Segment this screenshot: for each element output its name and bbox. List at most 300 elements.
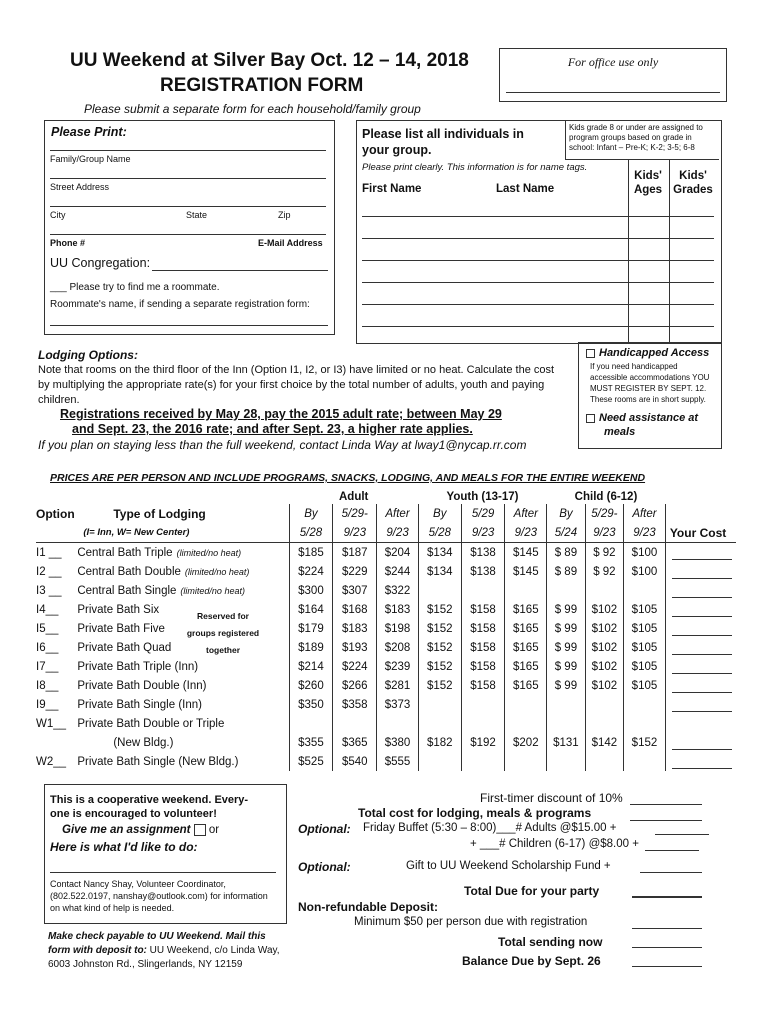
or-label: or xyxy=(208,824,220,837)
adult-group-header: Adult xyxy=(339,491,369,503)
price-cell: $152 xyxy=(624,733,666,752)
price-cell: $ 89 xyxy=(547,562,585,581)
price-cell: $105 xyxy=(624,657,666,676)
price-cell xyxy=(547,581,585,600)
your-cost-field[interactable] xyxy=(665,600,736,619)
your-cost-line[interactable] xyxy=(672,621,732,636)
individual-row[interactable] xyxy=(362,216,714,217)
price-cell: $158 xyxy=(461,676,505,695)
state-label: State xyxy=(186,210,208,220)
price-cell xyxy=(505,714,547,733)
price-cell: $138 xyxy=(461,562,505,581)
price-cell: $300 xyxy=(289,581,333,600)
lodging-type xyxy=(77,714,289,733)
office-use-line[interactable] xyxy=(506,92,720,93)
price-cell xyxy=(585,581,623,600)
buffet-children-field[interactable] xyxy=(645,850,699,851)
price-cell: $198 xyxy=(377,619,419,638)
price-cell: $260 xyxy=(289,676,333,695)
option-code[interactable]: I9__ xyxy=(36,698,59,711)
option-code[interactable]: W2__ xyxy=(36,755,67,768)
print-clearly-note: Please print clearly. This information is for name tags. xyxy=(362,162,588,173)
volunteer-preference-field[interactable] xyxy=(50,872,276,873)
optional-label-1: Optional: xyxy=(298,822,351,836)
your-cost-line[interactable] xyxy=(672,640,732,655)
price-cell: $355 xyxy=(289,733,333,752)
price-cell: $165 xyxy=(505,600,547,619)
price-cell: $165 xyxy=(505,619,547,638)
lodging-type xyxy=(77,581,289,600)
children-buffet: + ___# Children (6-17) @$8.00 + xyxy=(470,838,639,850)
street-address-label: Street Address xyxy=(50,182,110,192)
price-cell: $165 xyxy=(505,676,547,695)
price-cell: $102 xyxy=(585,600,623,619)
price-cell: $158 xyxy=(461,600,505,619)
individual-row[interactable] xyxy=(362,260,714,261)
price-cell: $145 xyxy=(505,543,547,563)
price-subheader: 5/24 xyxy=(547,523,585,543)
partial-weekend-note: If you plan on staying less than the full weekend, contact Linda Way at lway1@nycap.rr.com xyxy=(38,438,527,452)
total-due-label: Total Due for your party xyxy=(464,884,600,898)
lodging-type-label: Private Bath Quad xyxy=(77,641,172,654)
option-code[interactable]: I3 __ xyxy=(36,584,62,597)
price-cell: $358 xyxy=(333,695,377,714)
total-cost-label: Total cost for lodging, meals & programs xyxy=(358,806,592,820)
email-label: E-Mail Address xyxy=(258,238,323,248)
price-cell xyxy=(333,714,377,733)
price-cell: $350 xyxy=(289,695,333,714)
price-cell: $266 xyxy=(333,676,377,695)
meals-heading-line2: meals xyxy=(604,426,636,438)
your-cost-line[interactable] xyxy=(672,602,732,617)
price-cell: $ 99 xyxy=(547,619,585,638)
your-cost-line[interactable] xyxy=(672,545,732,560)
roommate-request[interactable]: ___ Please try to find me a roommate. xyxy=(50,282,220,293)
price-cell xyxy=(585,752,623,771)
reserved-note-line3: together xyxy=(206,645,240,655)
price-cell: $142 xyxy=(585,733,623,752)
price-cell: $152 xyxy=(418,657,461,676)
price-cell xyxy=(418,714,461,733)
meals-assistance[interactable] xyxy=(586,411,698,439)
price-subheader: 9/23 xyxy=(377,523,419,543)
lodging-type-label: Private Bath Single (Inn) xyxy=(77,698,202,711)
individual-row[interactable] xyxy=(362,238,714,239)
price-row xyxy=(36,676,736,695)
price-cell: $152 xyxy=(418,638,461,657)
your-cost-field[interactable] xyxy=(665,581,736,600)
individual-row[interactable] xyxy=(362,282,714,283)
kids-ages-header xyxy=(632,169,664,197)
first-timer-field[interactable] xyxy=(630,804,702,805)
office-use-label: For office use only xyxy=(567,55,659,69)
price-cell xyxy=(461,752,505,771)
your-cost-field[interactable] xyxy=(665,733,736,752)
price-cell: $164 xyxy=(289,600,333,619)
price-cell: $168 xyxy=(333,600,377,619)
lodging-type xyxy=(77,676,289,695)
kids-grades-header-line2: Grades xyxy=(673,184,713,196)
option-code[interactable]: I4__ xyxy=(36,603,59,616)
first-name-header: First Name xyxy=(362,183,422,195)
your-cost-line[interactable] xyxy=(672,735,732,750)
first-timer-discount: First-timer discount of 10% xyxy=(480,791,623,805)
lodging-type-label: Private Bath Double or Triple xyxy=(77,717,225,730)
lodging-type xyxy=(77,543,289,563)
your-cost-field[interactable] xyxy=(665,543,736,563)
price-cell: $102 xyxy=(585,619,623,638)
deadline-line2: and Sept. 23, the 2016 rate; and after Sept. 23, a higher rate applies. xyxy=(72,422,473,436)
individual-row[interactable] xyxy=(362,326,714,327)
lodging-type-label: (New Bldg.) xyxy=(113,736,174,749)
buffet-adults-field[interactable] xyxy=(655,834,709,835)
price-cell: $ 99 xyxy=(547,676,585,695)
price-subheader: 5/29- xyxy=(333,504,377,523)
price-cell: $134 xyxy=(418,562,461,581)
street-address-field[interactable] xyxy=(50,178,326,179)
price-cell: $102 xyxy=(585,638,623,657)
reserved-note-line2: groups registered xyxy=(186,628,260,638)
price-cell: $105 xyxy=(624,619,666,638)
volunteer-line1: This is a cooperative weekend. Every- xyxy=(50,794,249,806)
price-row xyxy=(36,752,736,771)
price-cell xyxy=(505,752,547,771)
price-cell: $192 xyxy=(461,733,505,752)
handicapped-note: If you need handicapped accessible accommodations YOU MUST REGISTER BY SEPT. 12. These rooms are in short supply. xyxy=(590,362,710,404)
price-cell: $100 xyxy=(624,562,666,581)
your-cost-field[interactable] xyxy=(665,657,736,676)
option-code[interactable] xyxy=(36,733,77,752)
price-row xyxy=(36,562,736,581)
congregation-field[interactable] xyxy=(152,270,328,271)
price-row xyxy=(36,695,736,714)
your-cost-line[interactable] xyxy=(672,678,732,693)
price-cell: $373 xyxy=(377,695,419,714)
price-row xyxy=(36,733,736,752)
price-cell: $102 xyxy=(585,676,623,695)
total-cost-field[interactable] xyxy=(630,820,702,821)
price-cell: $ 92 xyxy=(585,562,623,581)
city-state-zip-field[interactable] xyxy=(50,206,326,207)
price-cell xyxy=(505,581,547,600)
price-cell: $100 xyxy=(624,543,666,563)
price-cell: $239 xyxy=(377,657,419,676)
price-cell: $202 xyxy=(505,733,547,752)
handicapped-heading-label: Handicapped Access xyxy=(599,347,710,359)
price-cell: $ 99 xyxy=(547,657,585,676)
grades-divider xyxy=(669,160,670,342)
price-cell: $179 xyxy=(289,619,333,638)
your-cost-header: Your Cost xyxy=(665,523,736,543)
individuals-heading xyxy=(362,126,524,158)
price-cell: $165 xyxy=(505,638,547,657)
scholarship-field[interactable] xyxy=(640,872,702,873)
price-subheader: 9/23 xyxy=(333,523,377,543)
price-subheader: After xyxy=(624,504,666,523)
price-row xyxy=(36,638,736,657)
assignment-label: Give me an assignment xyxy=(62,824,191,837)
price-cell: $322 xyxy=(377,581,419,600)
price-row xyxy=(36,581,736,600)
office-use-box xyxy=(499,48,727,102)
price-subheader: By xyxy=(289,504,333,523)
total-sending-field[interactable] xyxy=(632,947,702,948)
price-cell: $102 xyxy=(585,657,623,676)
phone-email-field[interactable] xyxy=(50,234,326,235)
lodging-type-label: Private Bath Five xyxy=(77,622,165,635)
your-cost-line[interactable] xyxy=(672,659,732,674)
your-cost-field[interactable] xyxy=(665,752,736,771)
lodging-type-label: Private Bath Single (New Bldg.) xyxy=(77,755,239,768)
price-cell xyxy=(418,695,461,714)
price-cell: $145 xyxy=(505,562,547,581)
price-cell xyxy=(418,581,461,600)
price-cell: $365 xyxy=(333,733,377,752)
option-col-header: Option xyxy=(36,506,75,521)
lodging-type-label: Central Bath Triple xyxy=(77,546,173,559)
price-cell: $152 xyxy=(418,676,461,695)
kids-ages-header-line1: Kids' xyxy=(634,170,662,182)
volunteer-preference-label: Here is what I'd like to do: xyxy=(50,840,198,854)
price-cell: $281 xyxy=(377,676,419,695)
balance-due-label: Balance Due by Sept. 26 xyxy=(462,954,601,968)
mailing-bold: Make check payable to UU Weekend. Mail this form with deposit to: xyxy=(48,931,266,956)
price-subheader: 5/28 xyxy=(289,523,333,543)
individuals-heading-line2: your group. xyxy=(362,143,432,157)
price-subheader: 5/29 xyxy=(461,504,505,523)
heat-note: (limited/no heat) xyxy=(184,566,250,577)
price-row xyxy=(36,657,736,676)
price-cell: $540 xyxy=(333,752,377,771)
option-code[interactable]: I6__ xyxy=(36,641,59,654)
price-cell: $138 xyxy=(461,543,505,563)
lodging-type-label: Private Bath Triple (Inn) xyxy=(77,660,199,673)
please-print-label: Please Print: xyxy=(51,125,127,139)
price-cell: $152 xyxy=(418,619,461,638)
family-name-label: Family/Group Name xyxy=(50,154,131,164)
price-cell xyxy=(547,714,585,733)
kids-ages-header-line2: Ages xyxy=(633,184,663,196)
kids-grade-note: Kids grade 8 or under are assigned to program groups based on grade in school: Infant – Pre-K; K-2; 3-5; 6-8 xyxy=(565,120,719,160)
form-subtitle-registration: REGISTRATION FORM xyxy=(160,75,364,96)
mailing-instructions xyxy=(48,930,286,972)
volunteer-line2: one is encouraged to volunteer! xyxy=(50,808,217,820)
minimum-deposit-field[interactable] xyxy=(632,928,702,929)
optional-label-2: Optional: xyxy=(298,860,351,874)
kids-grades-header xyxy=(672,169,714,197)
your-cost-line[interactable] xyxy=(672,564,732,579)
price-cell xyxy=(289,714,333,733)
price-cell: $555 xyxy=(377,752,419,771)
your-cost-field[interactable] xyxy=(665,714,736,733)
deposit-heading: Non-refundable Deposit: xyxy=(298,900,438,914)
phone-label: Phone # xyxy=(50,238,86,248)
price-cell: $214 xyxy=(289,657,333,676)
price-cell: $158 xyxy=(461,657,505,676)
price-cell xyxy=(547,695,585,714)
handicapped-heading[interactable] xyxy=(586,347,709,359)
individual-row[interactable] xyxy=(362,304,714,305)
total-due-field[interactable] xyxy=(632,896,702,898)
your-cost-field[interactable] xyxy=(665,676,736,695)
scholarship-gift: Gift to UU Weekend Scholarship Fund + xyxy=(406,860,611,872)
price-cell xyxy=(585,695,623,714)
price-cell: $204 xyxy=(377,543,419,563)
your-cost-line[interactable] xyxy=(672,697,732,712)
price-cell: $183 xyxy=(333,619,377,638)
price-cell: $ 89 xyxy=(547,543,585,563)
volunteer-contact: Contact Nancy Shay, Volunteer Coordinator, (802.522.0197, nanshay@outlook.com) for information on what kind of help is needed. xyxy=(50,879,268,913)
price-cell: $ 99 xyxy=(547,638,585,657)
ages-divider xyxy=(628,160,629,342)
your-cost-field[interactable] xyxy=(665,619,736,638)
price-cell: $105 xyxy=(624,600,666,619)
individuals-heading-line1: Please list all individuals in xyxy=(362,127,524,141)
total-sending-label: Total sending now xyxy=(498,935,603,949)
form-title: UU Weekend at Silver Bay Oct. 12 – 14, 2018 xyxy=(70,50,469,71)
price-cell: $185 xyxy=(289,543,333,563)
friday-buffet: Friday Buffet (5:30 – 8:00)___# Adults @$15.00 + xyxy=(363,822,617,834)
price-cell: $ 99 xyxy=(547,600,585,619)
price-cell: $165 xyxy=(505,657,547,676)
price-cell: $152 xyxy=(418,600,461,619)
price-cell xyxy=(461,581,505,600)
price-cell xyxy=(547,752,585,771)
zip-label: Zip xyxy=(278,210,291,220)
price-cell xyxy=(624,695,666,714)
prices-banner: PRICES ARE PER PERSON AND INCLUDE PROGRAMS, SNACKS, LODGING, AND MEALS FOR THE ENTIRE WEEKEND xyxy=(50,472,646,484)
your-cost-field[interactable] xyxy=(665,562,736,581)
price-cell: $187 xyxy=(333,543,377,563)
balance-due-field[interactable] xyxy=(632,966,702,967)
price-cell xyxy=(624,714,666,733)
reserved-groups-note xyxy=(180,608,266,659)
price-cell xyxy=(418,752,461,771)
price-cell: $189 xyxy=(289,638,333,657)
price-subheader: 9/23 xyxy=(461,523,505,543)
child-group-header: Child (6-12) xyxy=(574,491,638,503)
option-code[interactable]: I1 __ xyxy=(36,546,62,559)
price-cell: $229 xyxy=(333,562,377,581)
price-subheader: 9/23 xyxy=(505,523,547,543)
meals-heading-line1: Need assistance at xyxy=(599,412,699,424)
price-cell: $224 xyxy=(333,657,377,676)
roommate-name-field[interactable] xyxy=(50,325,328,326)
youth-group-header: Youth (13-17) xyxy=(446,491,519,503)
price-subheader: By xyxy=(418,504,461,523)
your-cost-line[interactable] xyxy=(672,754,732,769)
prices-table xyxy=(36,490,736,771)
price-subheader: By xyxy=(547,504,585,523)
your-cost-line[interactable] xyxy=(672,583,732,598)
last-name-header: Last Name xyxy=(496,183,555,195)
lodging-type-label: Private Bath Double (Inn) xyxy=(77,679,207,692)
deadline-line1: Registrations received by May 28, pay the 2015 adult rate; between May 29 xyxy=(60,407,502,421)
price-subheader: 9/23 xyxy=(585,523,623,543)
price-cell: $ 92 xyxy=(585,543,623,563)
lodging-heading: Lodging Options: xyxy=(38,348,138,362)
roommate-name-label: Roommate's name, if sending a separate registration form: xyxy=(50,299,310,310)
handicapped-checkbox[interactable] xyxy=(586,349,595,358)
price-subheader: After xyxy=(505,504,547,523)
assignment-option[interactable] xyxy=(62,824,219,836)
reserved-note-line1: Reserved for xyxy=(197,611,249,621)
minimum-deposit: Minimum $50 per person due with registration xyxy=(354,916,588,928)
price-cell: $158 xyxy=(461,619,505,638)
option-code[interactable]: I7__ xyxy=(36,660,59,673)
lodging-type-label: Central Bath Single xyxy=(77,584,177,597)
lodging-type xyxy=(77,695,289,714)
price-cell xyxy=(585,714,623,733)
price-cell: $224 xyxy=(289,562,333,581)
price-cell xyxy=(377,714,419,733)
price-cell: $134 xyxy=(418,543,461,563)
price-cell: $182 xyxy=(418,733,461,752)
price-row xyxy=(36,714,736,733)
price-cell xyxy=(505,695,547,714)
meals-assistance-checkbox[interactable] xyxy=(586,414,595,423)
price-row xyxy=(36,543,736,563)
price-cell: $244 xyxy=(377,562,419,581)
congregation-label: UU Congregation: xyxy=(50,256,151,270)
your-cost-field[interactable] xyxy=(665,695,736,714)
price-cell xyxy=(461,714,505,733)
price-cell: $105 xyxy=(624,638,666,657)
lodging-type-label: Private Bath Six xyxy=(77,603,160,616)
price-cell xyxy=(624,752,666,771)
family-name-field[interactable] xyxy=(50,150,326,151)
assignment-checkbox[interactable] xyxy=(194,824,206,836)
price-cell xyxy=(624,581,666,600)
price-subheader: 5/28 xyxy=(418,523,461,543)
price-cell: $208 xyxy=(377,638,419,657)
your-cost-field[interactable] xyxy=(665,638,736,657)
price-subheader: 9/23 xyxy=(624,523,666,543)
city-label: City xyxy=(50,210,66,220)
lodging-type-label: Central Bath Double xyxy=(77,565,181,578)
price-cell: $105 xyxy=(624,676,666,695)
type-col-header: Type of Lodging xyxy=(113,506,206,521)
lodging-type xyxy=(77,752,289,771)
lodging-note: Note that rooms on the third floor of the Inn (Option I1, I2, or I3) have limited or no heat. Calculate the cost by multiplying the appropriate rate(s) for your first choice by the total number of adults, youth and paying children. xyxy=(38,364,555,406)
price-cell: $525 xyxy=(289,752,333,771)
price-cell: $380 xyxy=(377,733,419,752)
price-row xyxy=(36,600,736,619)
price-cell: $158 xyxy=(461,638,505,657)
price-cell: $183 xyxy=(377,600,419,619)
lodging-legend: (I= Inn, W= New Center) xyxy=(83,527,190,538)
price-cell: $193 xyxy=(333,638,377,657)
price-row xyxy=(36,619,736,638)
price-subheader: 5/29- xyxy=(585,504,623,523)
heat-note: (limited/no heat) xyxy=(180,585,245,596)
lodging-type xyxy=(77,562,289,581)
price-cell: $307 xyxy=(333,581,377,600)
kids-grades-header-line1: Kids' xyxy=(679,170,707,182)
price-cell xyxy=(461,695,505,714)
option-code[interactable]: I2 __ xyxy=(36,565,62,578)
option-code[interactable]: I5__ xyxy=(36,622,59,635)
option-code[interactable]: I8__ xyxy=(36,679,59,692)
price-cell: $131 xyxy=(547,733,585,752)
lodging-type xyxy=(77,733,289,752)
option-code[interactable]: W1__ xyxy=(36,717,67,730)
heat-note: (limited/no heat) xyxy=(176,547,242,558)
price-subheader: After xyxy=(377,504,419,523)
lodging-type xyxy=(77,657,289,676)
volunteer-intro xyxy=(50,793,248,821)
submit-instruction: Please submit a separate form for each household/family group xyxy=(84,102,421,116)
